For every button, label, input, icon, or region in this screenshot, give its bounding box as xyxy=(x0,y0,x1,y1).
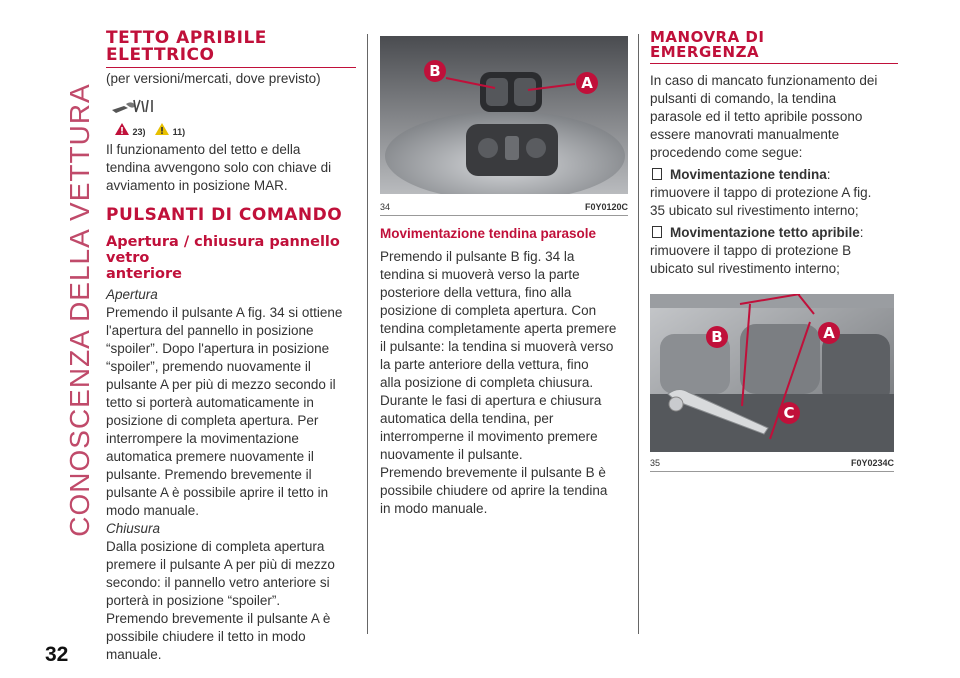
item-tetto: Movimentazione tetto apribile: xyxy=(650,224,898,242)
apertura-paragraph: Premendo il pulsante A fig. 34 si ottiene l'apertura del pannello in posizione “spoiler”. Dopo l'apertura in posizione “spoiler”, premendo nuovamente il pulsante A per più di mezzo secondo il tetto si porterà automaticamente in posizione di completa apertura. Per interrompere la movimentazione automatica premere nuovamente il pulsante. Premendo brevemente il pulsante A è possibile aprire il tetto in modo manuale. xyxy=(106,305,343,518)
side-tab-label: CONOSCENZA DELLA VETTURA xyxy=(64,83,95,537)
section-title-pulsanti: PULSANTI DI COMANDO xyxy=(106,205,343,225)
checkbox-icon xyxy=(652,168,662,180)
figure-code: F0Y0120C xyxy=(584,202,628,212)
title-rule xyxy=(106,67,356,68)
callout-c: C xyxy=(778,402,800,424)
section-title-emergenza: MANOVRA DI EMERGENZA xyxy=(650,28,765,61)
tool-icon xyxy=(110,96,356,116)
figure-code: F0Y0234C xyxy=(850,458,894,468)
ref-11: 11) xyxy=(172,127,186,137)
figure-number: 35 xyxy=(650,458,661,468)
figure-35-image xyxy=(650,294,894,452)
figure-number: 34 xyxy=(380,202,391,212)
column-divider xyxy=(638,34,639,634)
intro-paragraph: Il funzionamento del tetto e della tendina avvengono solo con chiave di avviamento in posizione MAR. xyxy=(106,142,332,193)
ref-23: 23) xyxy=(132,127,146,137)
figure-35-caption xyxy=(650,458,894,468)
warning-icon xyxy=(114,122,130,136)
item-tendina-text: rimuovere il tappo di protezione A fig. xyxy=(650,185,872,200)
subheading-apertura-chiusura: Apertura / chiusura pannello vetro anteriore xyxy=(106,234,340,282)
caption-rule xyxy=(380,215,628,216)
subtitle: (per versioni/mercati, dove previsto) xyxy=(106,71,321,86)
callout-a: A xyxy=(576,72,598,94)
callout-b: B xyxy=(424,60,446,82)
column-1 xyxy=(106,30,356,664)
tendina-paragraph: Premendo il pulsante B fig. 34 la tendina si muoverà verso la parte posteriore della vettura, fino alla posizione di completa apertura. Con tendina completamente aperta premere il pulsante: la tendina si muoverà verso la parte anteriore della vettura, fino alla posizione di completa chiusura. Durante le fasi di apertura e chiusura automatica della tendina, per interromperne il movimento premere nuovamente il pulsante. Premendo brevemente il pulsante B è possibile chiudere od aprire la tendina in modo manuale. xyxy=(380,249,617,516)
section-title: TETTO APRIBILE ELETTRICO xyxy=(106,28,267,65)
label-apertura: Apertura xyxy=(106,287,158,302)
warning-refs xyxy=(114,122,356,137)
checkbox-icon xyxy=(652,226,662,238)
item-tetto-text: ubicato sul rivestimento interno; xyxy=(650,261,840,276)
caption-rule xyxy=(650,471,894,472)
heading-tendina: Movimentazione tendina parasole xyxy=(380,226,597,241)
page-number: 32 xyxy=(45,643,69,666)
figure-34-image xyxy=(380,36,628,194)
side-tab xyxy=(28,48,98,568)
label-chiusura: Chiusura xyxy=(106,521,161,536)
warning-icon-yellow xyxy=(154,122,170,136)
callout-a: A xyxy=(818,322,840,344)
column-divider xyxy=(367,34,368,634)
emergenza-intro: In caso di mancato funzionamento dei pulsanti di comando, la tendina parasole ed il tetto apribile possono essere manovrati manualmente procedendo come segue: xyxy=(650,73,878,160)
column-3 xyxy=(650,30,898,472)
callout-b: B xyxy=(706,326,728,348)
item-tendina: Movimentazione tendina: xyxy=(650,166,898,184)
item-tetto-text: rimuovere il tappo di protezione B xyxy=(650,243,852,258)
item-tendina-text: 35 ubicato sul rivestimento interno; xyxy=(650,203,859,218)
figure-34-caption xyxy=(380,202,628,212)
column-2 xyxy=(380,36,630,518)
title-rule xyxy=(650,63,898,64)
chiusura-paragraph: Dalla posizione di completa apertura premere il pulsante A per più di mezzo secondo: il pannello vetro anteriore si porterà in posizione “spoiler”. Premendo brevemente il pulsante A è possibile chiudere il tetto in modo manuale. xyxy=(106,539,335,662)
